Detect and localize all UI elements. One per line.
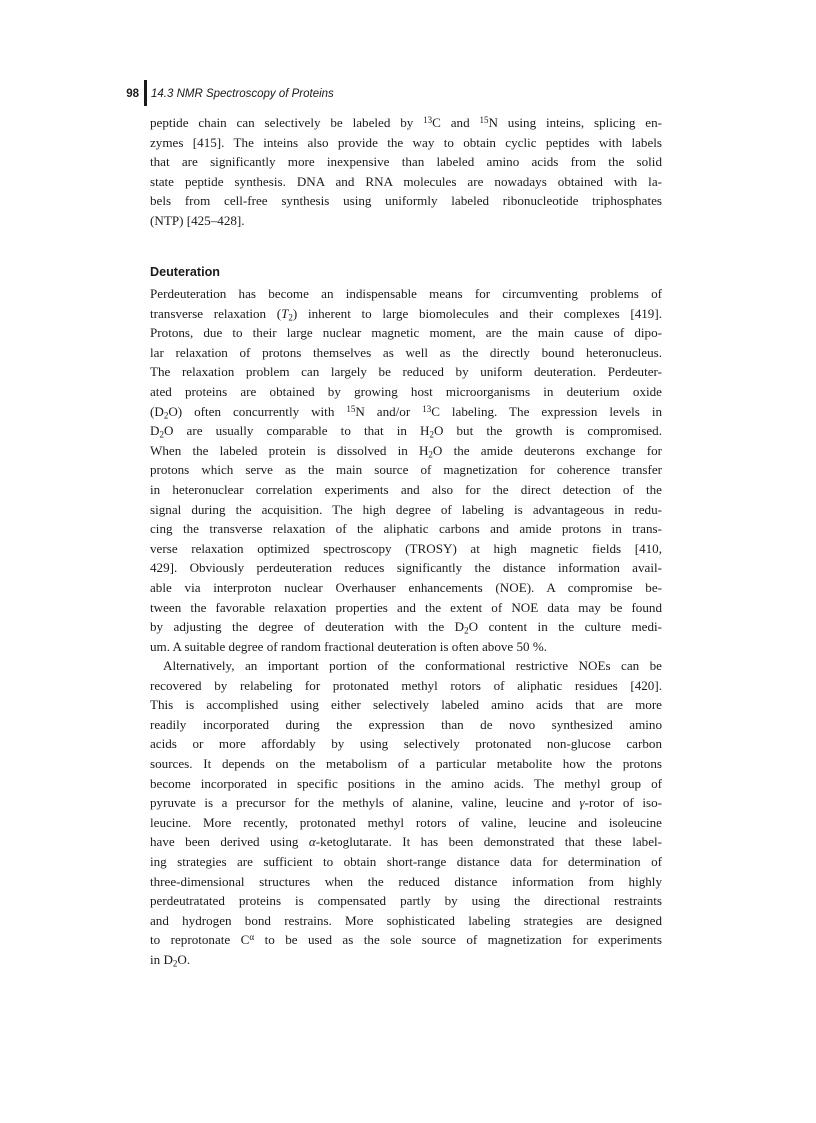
text-line: able via interproton nuclear Overhauser enhancements (NOE). A compromise be-	[150, 579, 662, 595]
text-line: transverse relaxation $(T_2)$ inherent to large biomolecules and their complexes [419].	[150, 305, 662, 323]
text-line: cing the transverse relaxation of the aliphatic carbons and amide protons in trans-	[150, 521, 662, 537]
text-line: um. A suitable degree of random fractional deuteration is often above 50 %.	[150, 638, 548, 654]
text-line: This is accomplished using either selectively labeled amino acids that are more	[150, 697, 662, 713]
page-number: 98	[126, 88, 139, 100]
text-line: in $D_2O$.	[150, 951, 191, 969]
text-line: peptide chain can selectively be labeled by $^{13}$C and $^{15}$N using inteins, splicing en-	[150, 115, 663, 130]
text-line: ated proteins are obtained by growing host microorganisms in deuterium oxide	[150, 383, 662, 399]
text-line: tween the favorable relaxation properties and the extent of NOE data may be found	[150, 599, 662, 615]
text-line: three-dimensional structures when the reduced distance information from highly	[150, 873, 662, 889]
paragraph-alternatively	[150, 656, 662, 970]
text-line: $(D_2O)$ often concurrently with $^{15}$N and/or $^{13}$C labeling. The expression levels in	[150, 403, 663, 421]
section-heading: Deuteration	[150, 265, 220, 279]
paragraph-deuteration	[150, 284, 662, 656]
text-line: pyruvate is a precursor for the methyls of alanine, valine, leucine and γ-rotor of iso-	[150, 795, 662, 811]
text-line: When the labeled protein is dissolved in $H_2O$ the amide deuterons exchange for	[150, 442, 662, 460]
text-line: and hydrogen bond restrains. More sophisticated labeling strategies are designed	[150, 912, 662, 928]
text-line: zymes [415]. The inteins also provide the way to obtain cyclic peptides with labels	[150, 134, 662, 150]
text-line: protons which serve as the main source of magnetization for coherence transfer	[150, 462, 662, 478]
text-line: Perdeuteration has become an indispensable means for circumventing problems of	[150, 286, 662, 301]
text-line: 429]. Obviously perdeuteration reduces significantly the distance information avail-	[150, 560, 662, 576]
text-line: sources. It depends on the metabolism of a particular metabolite how the protons	[150, 755, 662, 771]
text-line: state peptide synthesis. DNA and RNA molecules are nowadays obtained with la-	[150, 173, 662, 189]
text-line: by adjusting the degree of deuteration with the $D_2O$ content in the culture medi-	[150, 619, 662, 636]
text-line: $D_2O$ are usually comparable to that in $H_2O$ but the growth is compromised.	[150, 423, 662, 440]
text-line: that are significantly more inexpensive than labeled amino acids from the solid	[150, 154, 662, 170]
running-head: 14.3 NMR Spectroscopy of Proteins	[151, 88, 334, 100]
text-line: become incorporated in specific positions in the amino acids. The methyl group of	[150, 775, 662, 791]
text-line: The relaxation problem can largely be reduced by uniform deuteration. Perdeuter-	[150, 364, 662, 380]
header-rule	[144, 80, 147, 106]
text-line: (NTP) [425–428].	[150, 212, 245, 228]
text-line: recovered by relabeling for protonated methyl rotors of aliphatic residues [420].	[150, 677, 662, 693]
text-line: ing strategies are sufficient to obtain short-range distance data for determination of	[150, 853, 662, 869]
page-header	[120, 80, 680, 106]
text-line: have been derived using α-ketoglutarate. It has been demonstrated that these label-	[150, 834, 662, 850]
text-line: bels from cell-free synthesis using uniformly labeled ribonucleotide triphosphates	[150, 193, 662, 209]
text-line: leucine. More recently, protonated methyl rotors of valine, leucine and isoleucine	[150, 814, 662, 830]
text-line: to reprotonate $C^\alpha$ to be used as the sole source of magnetization for experiments	[150, 932, 662, 948]
text-line: acids or more affordably by using selectively protonated non-glucose carbon	[150, 736, 662, 752]
text-line: Protons, due to their large nuclear magnetic moment, are the main cause of dipo-	[150, 325, 662, 341]
text-line: readily incorporated during the expression than de novo synthesized amino	[150, 716, 662, 732]
text-line: Alternatively, an important portion of the conformational restrictive NOEs can be	[163, 658, 662, 673]
text-line: in heteronuclear correlation experiments and also for the direct detection of the	[150, 481, 662, 497]
text-line: verse relaxation optimized spectroscopy (TROSY) at high magnetic fields [410,	[150, 540, 662, 556]
text-line: signal during the acquisition. The high degree of labeling is advantageous in redu-	[150, 501, 662, 517]
text-line: perdeutratated proteins is compensated partly by using the directional restraints	[150, 893, 662, 909]
text-line: lar relaxation of protons themselves as well as the directly bound heteronucleus.	[150, 344, 662, 360]
paragraph-intro	[150, 113, 662, 231]
